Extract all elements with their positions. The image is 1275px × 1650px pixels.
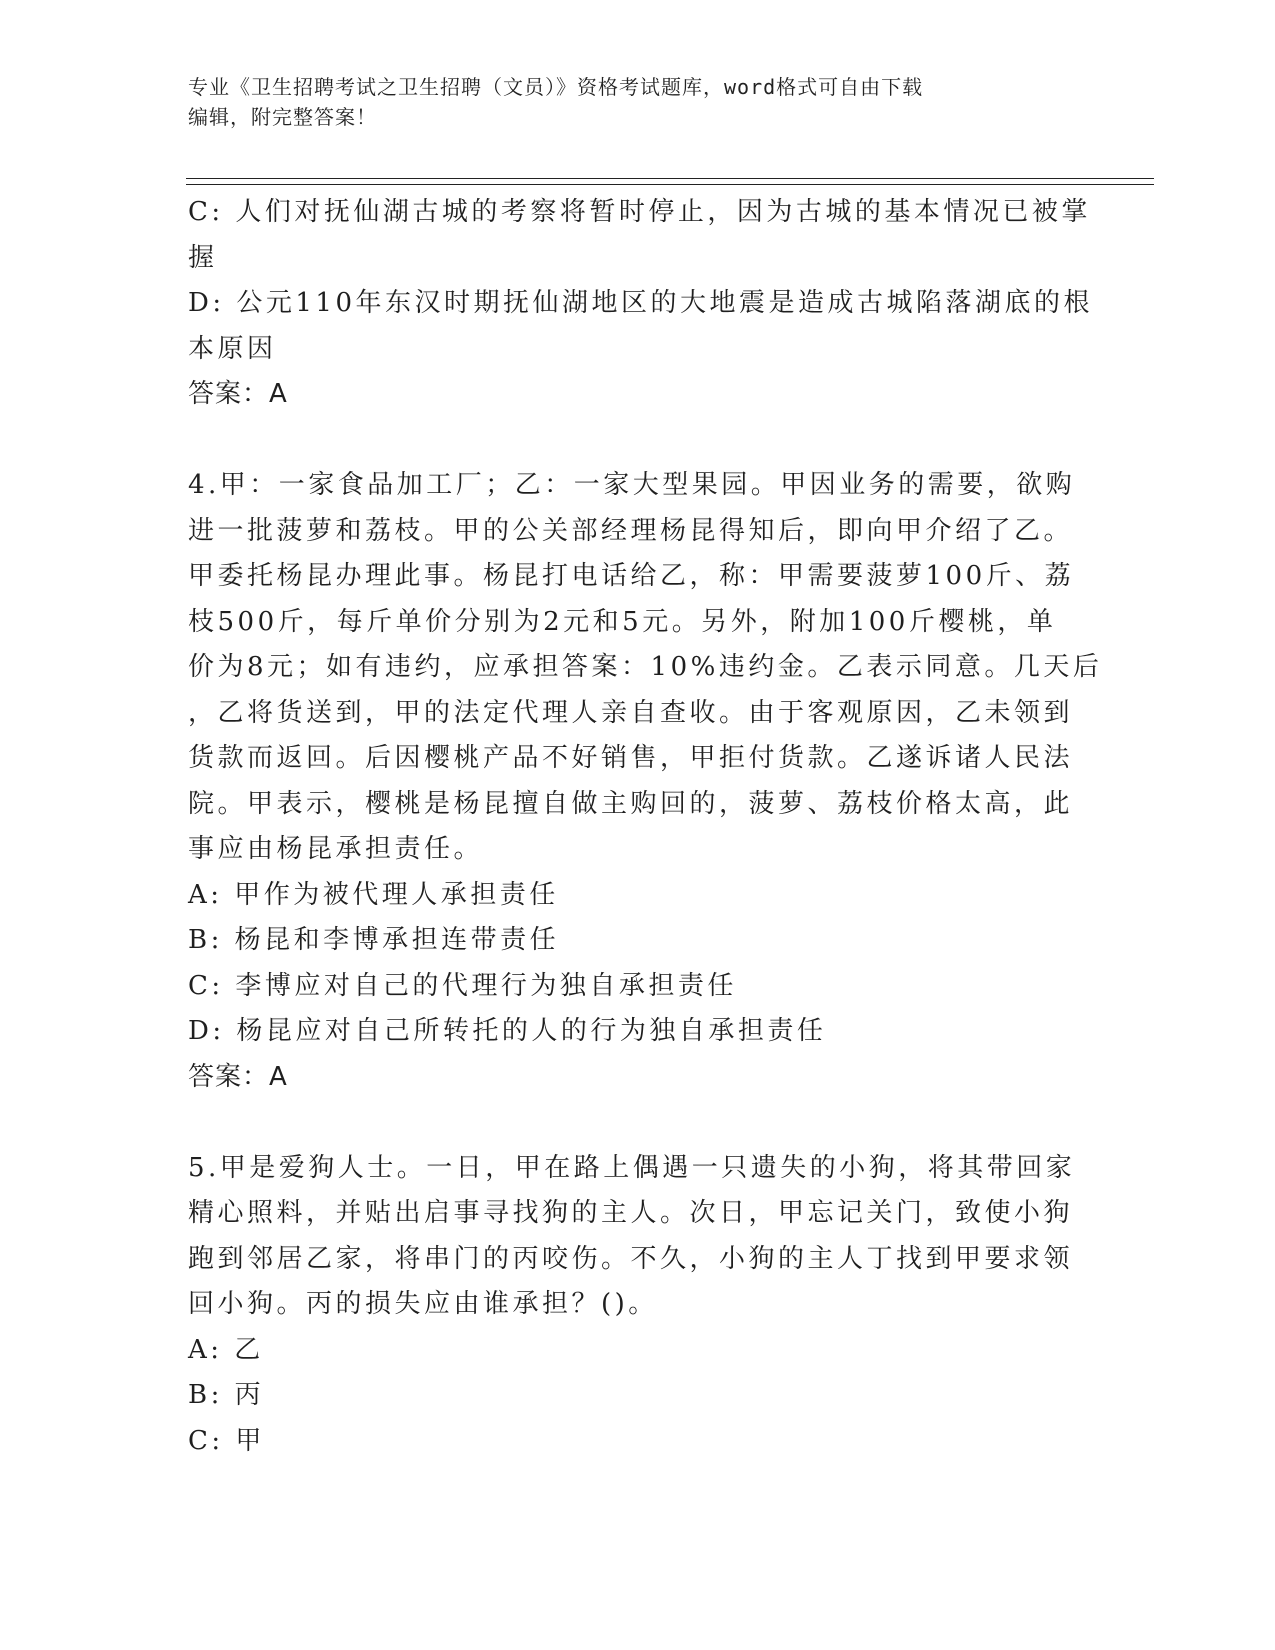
question-spacer: [188, 1100, 1078, 1146]
question-stem-line: 院。甲表示，樱桃是杨昆擅自做主购回的，菠萝、荔枝价格太高，此: [188, 788, 1074, 819]
option-d: D: 杨昆应对自己所转托的人的行为独自承担责任: [188, 1016, 827, 1046]
question-stem-line: 回小狗。丙的损失应由谁承担？()。: [188, 1289, 658, 1319]
question-stem-line: 进一批菠萝和荔枝。甲的公关部经理杨昆得知后，即向甲介绍了乙。: [188, 515, 1074, 546]
answer-label: 答案：A: [188, 379, 288, 409]
option-d-line-1: D: 公元110年东汉时期抚仙湖地区的大地震是造成古城陷落湖底的根: [188, 288, 1093, 318]
question-stem-line: 事应由杨昆承担责任。: [188, 834, 484, 864]
question-3-tail: [188, 190, 1093, 418]
question-stem-line: 枝500斤，每斤单价分别为2元和5元。另外，附加100斤樱桃，单: [188, 606, 1057, 637]
question-4: [188, 463, 1103, 1100]
option-c: C: 李博应对自己的代理行为独自承担责任: [188, 970, 737, 1001]
header-line-2: 编辑，附完整答案！: [188, 105, 377, 129]
question-stem-line: 精心照料，并贴出启事寻找狗的主人。次日，甲忘记关门，致使小狗: [188, 1198, 1074, 1228]
answer-label: 答案：A: [188, 1061, 288, 1092]
option-b: B: 杨昆和李博承担连带责任: [188, 925, 560, 955]
option-d-line-2: 本原因: [188, 333, 277, 364]
option-b: B: 丙: [188, 1380, 265, 1410]
question-stem-line: 甲委托杨昆办理此事。杨昆打电话给乙，称：甲需要菠萝100斤、荔: [188, 561, 1075, 591]
option-a: A: 乙: [188, 1334, 264, 1365]
question-stem-line: 5.甲是爱狗人士。一日，甲在路上偶遇一只遗失的小狗，将其带回家: [188, 1152, 1076, 1183]
question-spacer: [188, 418, 1078, 464]
question-5: [188, 1146, 1078, 1465]
option-c: C: 甲: [188, 1425, 265, 1456]
question-content: [188, 190, 1103, 1464]
question-stem-line: 4.甲：一家食品加工厂；乙：一家大型果园。甲因业务的需要，欲购: [188, 470, 1076, 500]
option-c-line-2: 握: [188, 242, 218, 273]
page-header: [188, 72, 1068, 132]
question-stem-line: 价为8元；如有违约，应承担答案：10%违约金。乙表示同意。几天后: [188, 652, 1103, 682]
option-c-line-1: C: 人们对抚仙湖古城的考察将暂时停止，因为古城的基本情况已被掌: [188, 197, 1091, 227]
header-line-1: 专业《卫生招聘考试之卫生招聘（文员）》资格考试题库，word格式可自由下载: [188, 75, 924, 99]
option-a: A: 甲作为被代理人承担责任: [188, 879, 559, 910]
question-stem-line: 货款而返回。后因樱桃产品不好销售，甲拒付货款。乙遂诉诸人民法: [188, 743, 1074, 773]
header-divider-top: [186, 178, 1154, 179]
header-divider-bottom: [186, 184, 1154, 185]
question-stem-line: 跑到邻居乙家，将串门的丙咬伤。不久，小狗的主人丁找到甲要求领: [188, 1243, 1074, 1274]
question-stem-line: ，乙将货送到，甲的法定代理人亲自查收。由于客观原因，乙未领到: [188, 697, 1074, 728]
